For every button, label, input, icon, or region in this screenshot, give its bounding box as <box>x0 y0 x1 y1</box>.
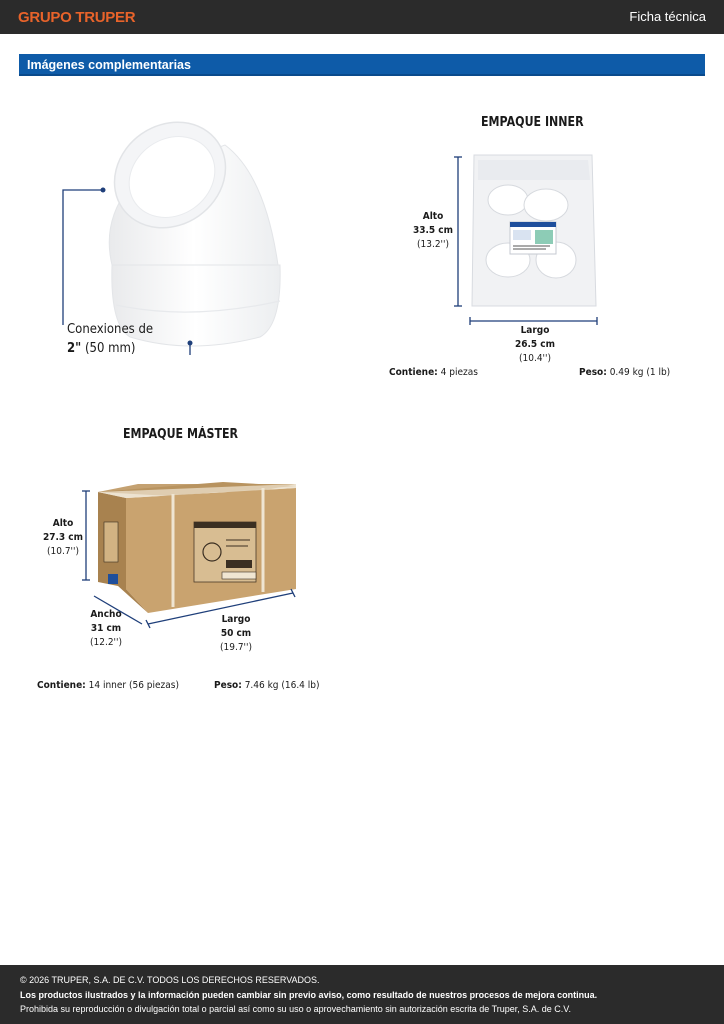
inner-weight <box>579 366 670 380</box>
master-contents-label: Contiene: <box>37 680 86 691</box>
master-height-in: (10.7'') <box>47 546 79 557</box>
inner-length-dimension <box>505 324 565 366</box>
connection-label-line1: Conexiones de <box>67 322 154 337</box>
master-length-in: (19.7'') <box>220 642 252 653</box>
master-length-cm: 50 cm <box>220 628 252 639</box>
connection-size-label <box>67 320 153 358</box>
inner-length-in: (10.4'') <box>519 353 551 364</box>
section-title: Imágenes complementarias <box>27 58 191 72</box>
master-width-in: (12.2'') <box>90 637 122 648</box>
inner-height-label: Alto <box>422 211 444 222</box>
master-weight-label: Peso: <box>214 680 242 691</box>
inner-pack-heading: EMPAQUE INNER <box>481 115 584 130</box>
master-pack-heading: EMPAQUE MÁSTER <box>123 427 239 442</box>
inner-contents <box>389 366 478 380</box>
master-weight <box>214 679 319 693</box>
master-width-label: Ancho <box>90 609 122 620</box>
master-length-dimension <box>208 613 264 655</box>
inner-weight-label: Peso: <box>579 367 607 378</box>
inner-height-cm: 33.5 cm <box>412 225 454 236</box>
footer-notice: Los productos ilustrados y la información pueden cambiar sin previo aviso, como resultado de nuestros procesos de mejora continua. <box>20 990 598 1000</box>
section-header <box>19 54 705 76</box>
master-height-cm: 27.3 cm <box>42 532 84 543</box>
master-width-cm: 31 cm <box>90 623 122 634</box>
master-width-dimension <box>78 608 134 650</box>
connection-size-inch: 2" <box>67 341 82 356</box>
inner-length-label: Largo <box>520 325 550 336</box>
connection-size-metric: (50 mm) <box>84 341 136 356</box>
inner-contents-label: Contiene: <box>389 367 438 378</box>
footer-prohibition: Prohibida su reproducción o divulgación total o parcial así como su uso o aprovechamiento sin autorización escrita de Truper, S.A. de C.V. <box>20 1004 571 1014</box>
master-height-label: Alto <box>52 518 74 529</box>
master-contents <box>37 679 179 693</box>
inner-height-dimension <box>406 210 460 252</box>
master-height-dimension <box>37 517 89 559</box>
master-contents-value: 14 inner (56 piezas) <box>88 680 179 691</box>
master-weight-value: 7.46 kg (16.4 lb) <box>244 680 320 691</box>
inner-bag-image <box>450 150 610 330</box>
document-type: Ficha técnica <box>629 9 706 24</box>
footer-copyright: © 2026 TRUPER, S.A. DE C.V. TODOS LOS DERECHOS RESERVADOS. <box>20 975 320 985</box>
inner-weight-value: 0.49 kg (1 lb) <box>609 367 671 378</box>
inner-contents-value: 4 piezas <box>440 367 478 378</box>
master-length-label: Largo <box>221 614 251 625</box>
footer <box>0 965 724 1024</box>
inner-height-in: (13.2'') <box>417 239 449 250</box>
inner-length-cm: 26.5 cm <box>514 339 556 350</box>
brand-logo: GRUPO TRUPER <box>18 9 136 26</box>
header-bar <box>0 0 724 34</box>
